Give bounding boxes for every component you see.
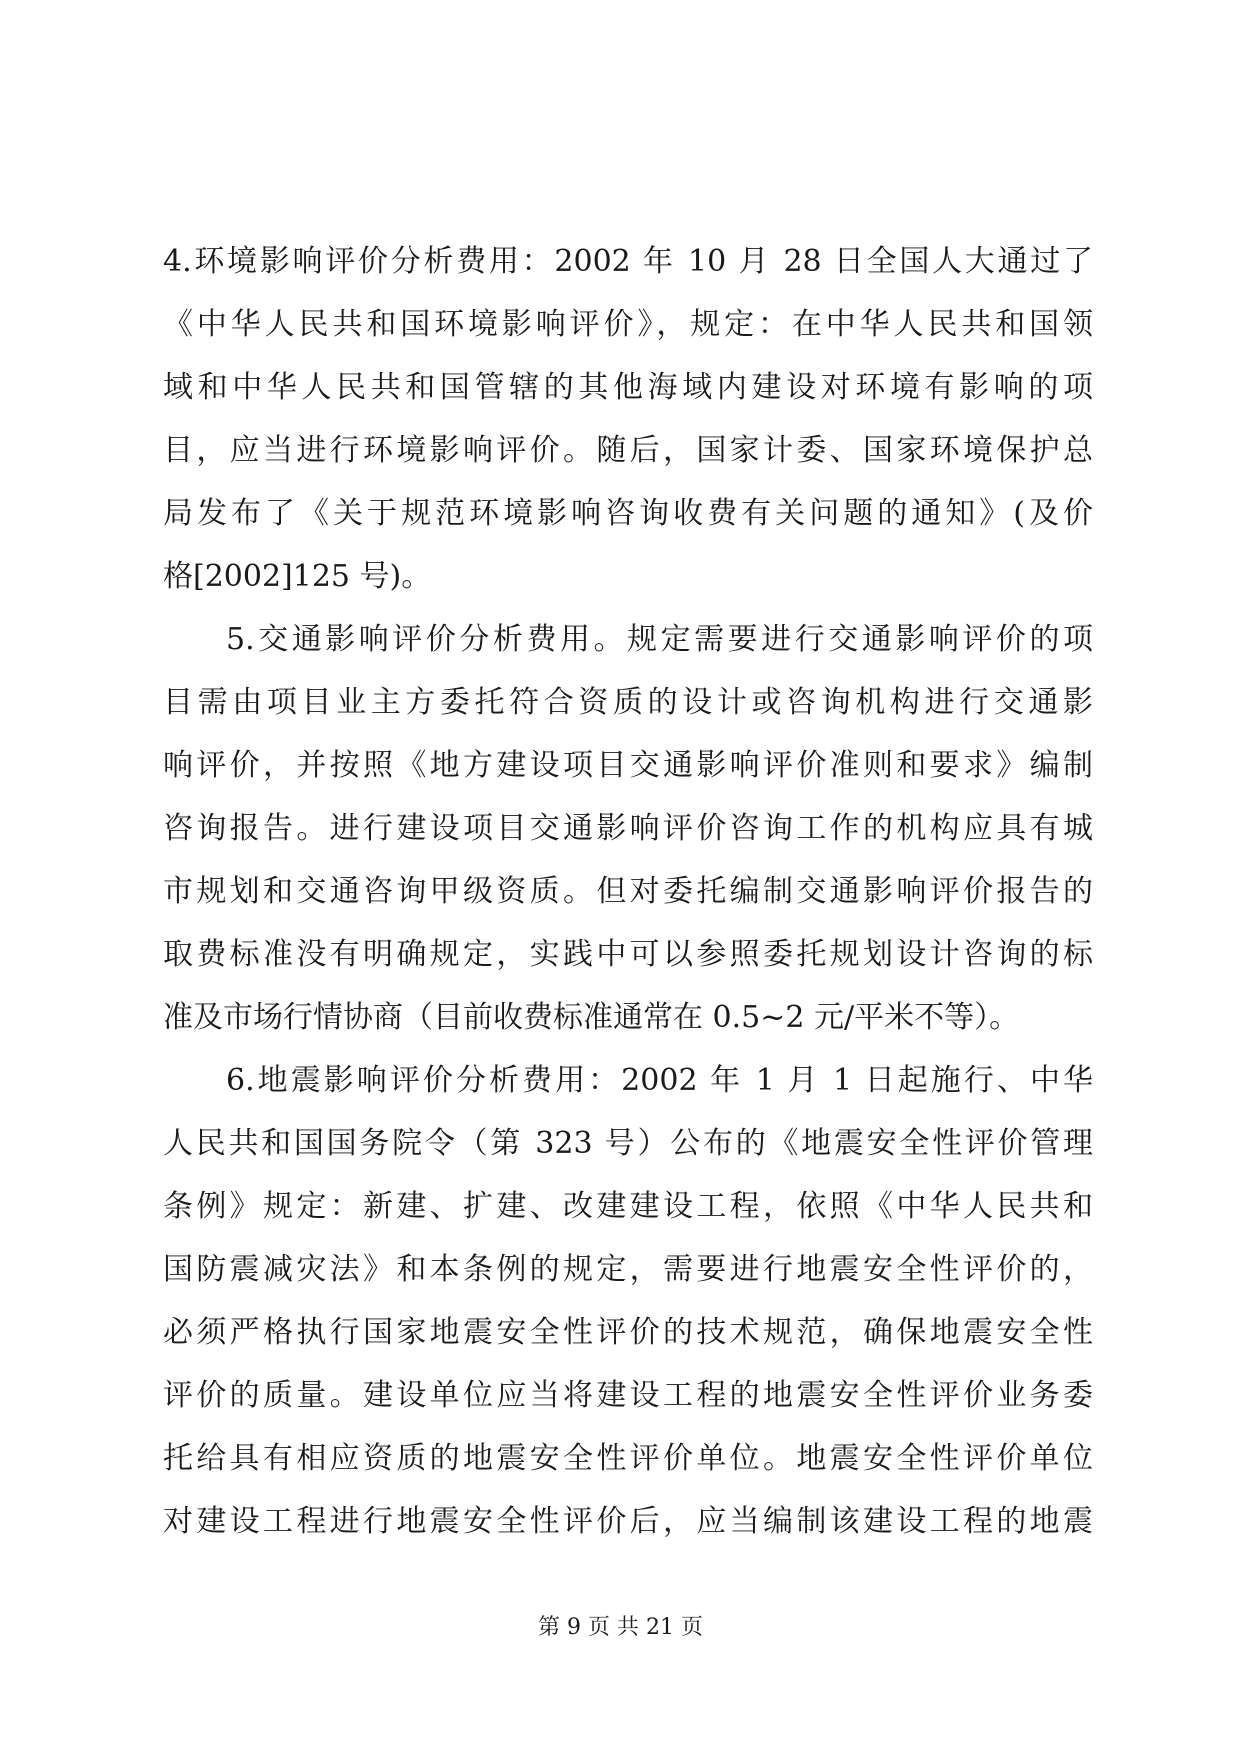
text-line: 取费标准没有明确规定，实践中可以参照委托规划设计咨询的标 <box>163 937 1093 972</box>
text-line: 局发布了《关于规范环境影响咨询收费有关问题的通知》(及价 <box>163 496 1093 531</box>
text-line: 4.环境影响评价分析费用：2002 年 10 月 28 日全国人大通过了 <box>163 244 1093 279</box>
text-line: 对建设工程进行地震安全性评价后，应当编制该建设工程的地震 <box>163 1504 1093 1539</box>
text-line: 格[2002]125 号)。 <box>163 559 432 594</box>
text-line: 目，应当进行环境影响评价。随后，国家计委、国家环境保护总 <box>163 433 1093 468</box>
text-line: 必须严格执行国家地震安全性评价的技术规范，确保地震安全性 <box>163 1315 1093 1350</box>
text-line: 《中华人民共和国环境影响评价》，规定：在中华人民共和国领 <box>163 307 1093 342</box>
text-line: 咨询报告。进行建设项目交通影响评价咨询工作的机构应具有城 <box>163 811 1093 846</box>
text-line: 5.交通影响评价分析费用。规定需要进行交通影响评价的项 <box>226 622 1093 657</box>
text-line: 目需由项目业主方委托符合资质的设计或咨询机构进行交通影 <box>163 685 1093 720</box>
text-line: 评价的质量。建设单位应当将建设工程的地震安全性评价业务委 <box>163 1378 1093 1413</box>
text-line: 市规划和交通咨询甲级资质。但对委托编制交通影响评价报告的 <box>163 874 1093 909</box>
text-line: 6.地震影响评价分析费用：2002 年 1 月 1 日起施行、中华 <box>226 1063 1093 1098</box>
text-line: 人民共和国国务院令（第 323 号）公布的《地震安全性评价管理 <box>163 1126 1093 1161</box>
text-line: 托给具有相应资质的地震安全性评价单位。地震安全性评价单位 <box>163 1441 1093 1476</box>
text-line: 条例》规定：新建、扩建、改建建设工程，依照《中华人民共和 <box>163 1189 1093 1224</box>
paragraph-environment <box>163 230 1093 608</box>
paragraph-earthquake <box>163 1049 1093 1553</box>
paragraph-traffic <box>163 608 1093 1049</box>
body-text <box>163 230 1093 1553</box>
text-line: 响评价，并按照《地方建设项目交通影响评价准则和要求》编制 <box>163 748 1093 783</box>
text-line: 准及市场行情协商（目前收费标准通常在 0.5~2 元/平米不等）。 <box>163 1000 1020 1035</box>
text-line: 域和中华人民共和国管辖的其他海域内建设对环境有影响的项 <box>163 370 1093 405</box>
page-number-footer: 第 9 页 共 21 页 <box>538 1615 703 1640</box>
text-line: 国防震减灾法》和本条例的规定，需要进行地震安全性评价的， <box>163 1252 1093 1287</box>
